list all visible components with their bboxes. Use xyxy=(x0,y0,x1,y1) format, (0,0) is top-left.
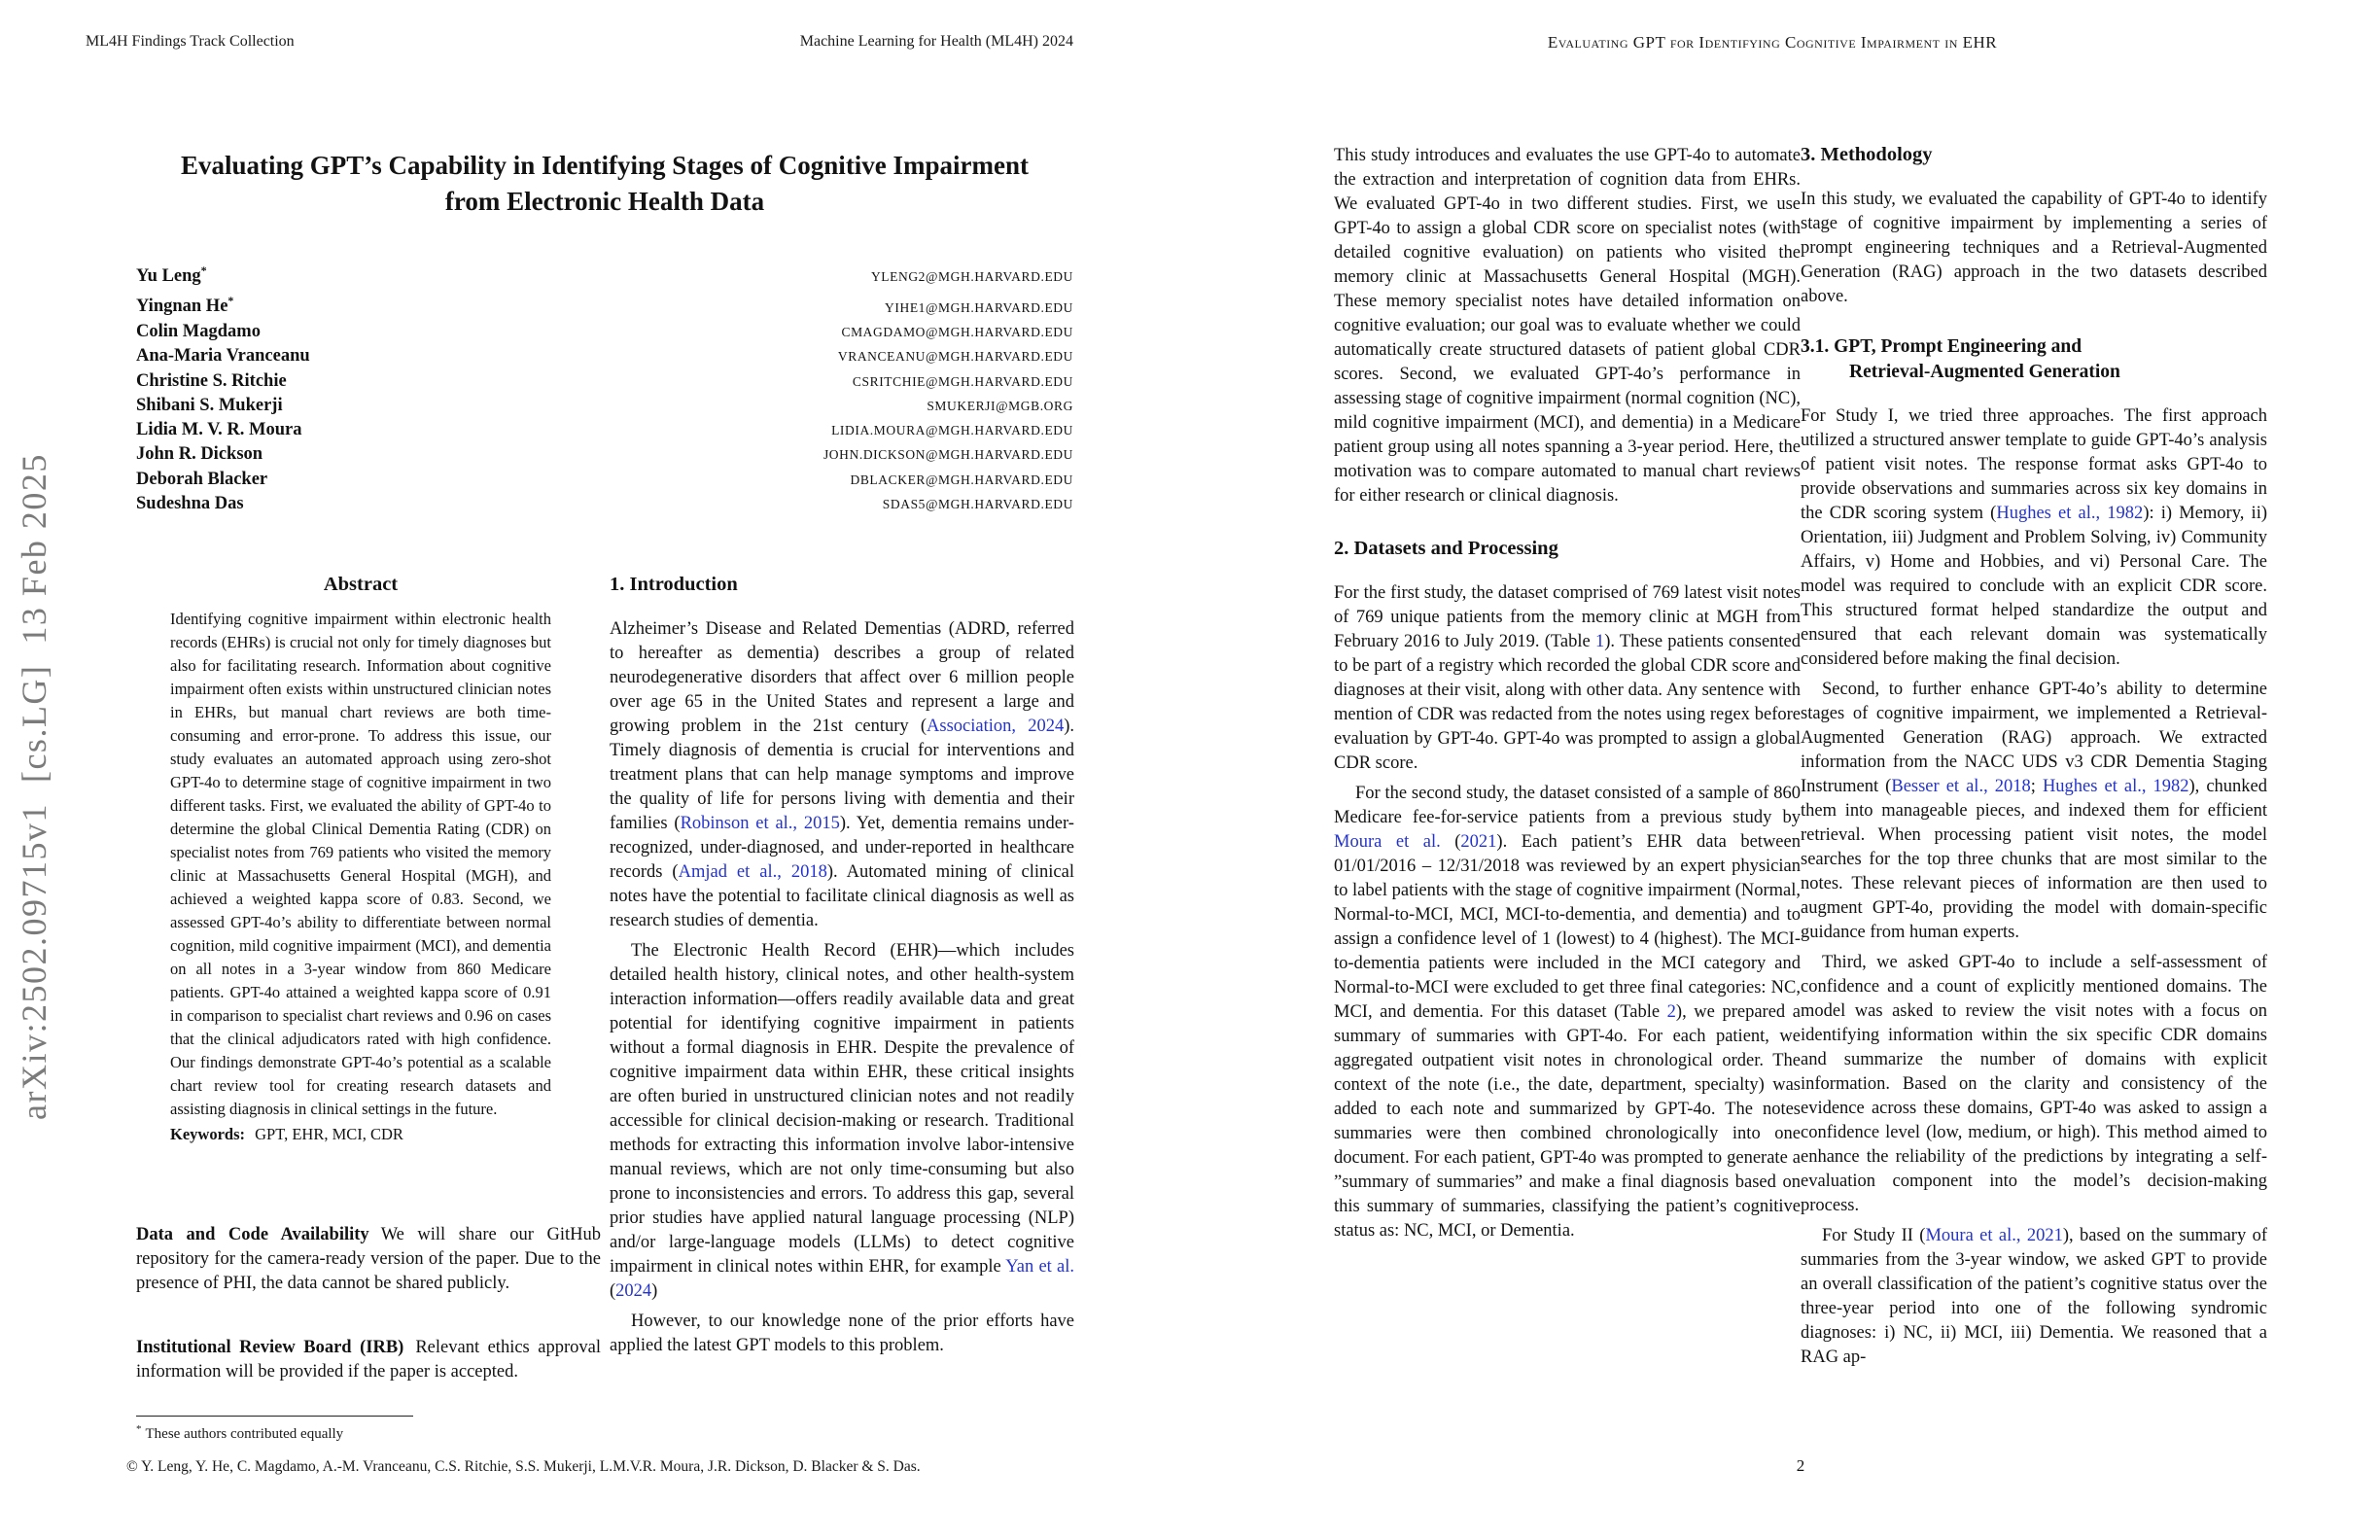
citation-link[interactable]: Association, 2024 xyxy=(927,717,1065,736)
section-3-1-heading xyxy=(1801,334,2267,385)
text-run: ; xyxy=(2030,777,2043,796)
citation-link[interactable]: Yan et al. xyxy=(1005,1257,1075,1277)
author-name: Yu Leng* xyxy=(136,263,207,287)
table-2-ref-link[interactable]: 2 xyxy=(1666,1002,1676,1022)
text-run: For Study II ( xyxy=(1822,1226,1926,1245)
equal-contribution-footnote xyxy=(136,1416,601,1443)
text-run: This study introduces and evaluates the use GPT-4o to automate the extraction and interpretation of cognition data from EHRs. We evaluated GPT-4o in two different studies. First, we use GPT-4o to assign a global CDR score on specialist notes (with detailed cognitive evaluation) on patients who visited the memory clinic at Massachusetts General Hospital (MGH). These memory specialist notes have detailed information on cognitive evaluation; our goal was to evaluate whether we could automatically create structured datasets of patient global CDR scores. Second, we evaluated GPT-4o’s performance in assessing stage of cognitive impairment (normal cognition (NC), mild cognitive impairment (MCI), and dementia) in a Medicare patient group using all notes spanning a 3-year period. Here, the motivation was to compare automated to manual chart reviews for either research or clinical diagnosis. xyxy=(1334,146,1801,506)
text-run: ). Timely diagnosis of dementia is crucial for interventions and treatment plans that can help manage symptoms and improve the quality of life for persons living with dementia and their families ( xyxy=(610,717,1074,833)
page2-running-title: Evaluating GPT for Identifying Cognitive Impairment in EHR xyxy=(1547,33,1998,52)
text-run: However, to our knowledge none of the prior efforts have applied the latest GPT models to this problem. xyxy=(610,1312,1074,1355)
section-2-heading: 2. Datasets and Processing xyxy=(1334,538,1558,559)
intro-paragraph xyxy=(610,617,1074,933)
citation-link[interactable]: Besser et al., 2018 xyxy=(1891,777,2031,796)
data-availability-paragraph xyxy=(136,1223,601,1296)
irb-paragraph xyxy=(136,1336,601,1384)
author-name: John R. Dickson xyxy=(136,444,263,465)
text-run: ( xyxy=(1440,832,1461,852)
text-run: For the first study, the dataset comprised of 769 latest visit notes of 769 unique patients from the memory clinic at MGH from February 2016 to July 2019. (Table xyxy=(1334,583,1801,651)
author-row xyxy=(136,468,1073,492)
copyright-line: © Y. Leng, Y. He, C. Magdamo, A.-M. Vranceanu, C.S. Ritchie, S.S. Mukerji, L.M.V.R. Moura, J.R. Dickson, D. Blacker & S. Das. xyxy=(126,1458,921,1475)
text-run: ). Each patient’s EHR data between 01/01/2016 – 12/31/2018 was reviewed by an expert physician to label patients with the stage of cognitive impairment (Normal, Normal-to-MCI, MCI, MCI-to-dementia, and dementia) and to assign a confidence level of 1 (lowest) to 4 (highest). The MCI-to-dementia patients were included in the MCI category and Normal-to-MCI were excluded to get three final categories: NC, MCI, and dementia. For this dataset (Table xyxy=(1334,832,1801,1022)
author-email: DBLACKER@MGH.HARVARD.EDU xyxy=(850,472,1073,487)
text-run: The Electronic Health Record (EHR)—which includes detailed health history, clinical notes, and other health-system interaction information—offers readily available data and great potential for identifying cognitive impairment in patients without a formal diagnosis in EHR. Despite the prevalence of cognitive impairment data within EHR, these critical insights are often buried in unstructured clinician notes and not readily accessible for clinical decision-making or research. Traditional methods for extracting this information involve labor-intensive manual reviews, which are not only time-consuming but also prone to inconsistencies and errors. To address this gap, several prior studies have applied natural language processing (NLP) and/or large-language models (LLMs) to detect cognitive impairment in clinical notes within EHR, for example xyxy=(610,941,1074,1277)
section-1-heading: 1. Introduction xyxy=(610,574,738,595)
keywords-label: Keywords: xyxy=(170,1125,245,1143)
section-3-heading: 3. Methodology xyxy=(1801,144,1933,165)
citation-link[interactable]: 2024 xyxy=(615,1281,652,1301)
author-name: Christine S. Ritchie xyxy=(136,370,287,391)
citation-link[interactable]: Moura et al., 2021 xyxy=(1925,1226,2063,1245)
datasets-paragraph xyxy=(1334,581,1801,776)
author-email: SMUKERJI@MGB.ORG xyxy=(927,398,1073,413)
datasets-paragraph xyxy=(1334,782,1801,1243)
author-name: Yingnan He* xyxy=(136,294,234,317)
text-run: ). Automated mining of clinical notes have the potential to facilitate clinical diagnosis as well as research studies of dementia. xyxy=(610,862,1074,930)
text-run: ): i) Memory, ii) Orientation, iii) Judgment and Problem Solving, iv) Community Affairs, v) Home and Hobbies, and vi) Personal Care. The model was required to conclude with an explicit CDR score. This structured format helped standardize the output and ensured that each relevant domain was systematically considered before making the final decision. xyxy=(1801,504,2267,669)
text-run: ) xyxy=(651,1281,658,1301)
author-row xyxy=(136,344,1073,368)
author-row xyxy=(136,369,1073,394)
author-row xyxy=(136,442,1073,467)
arxiv-watermark: arXiv:2502.09715v1 [cs.LG] 13 Feb 2025 xyxy=(15,453,53,1120)
author-row xyxy=(136,492,1073,516)
methodology-paragraph xyxy=(1801,678,2267,945)
author-email: JOHN.DICKSON@MGH.HARVARD.EDU xyxy=(822,447,1073,463)
text-run: Alzheimer’s Disease and Related Dementias (ADRD, referred to hereafter as dementia) describes a group of related neurodegenerative disorders that affect over 6 million people over age 65 in the United States and represent a large and growing problem in the 21st century ( xyxy=(610,619,1074,736)
methodology-paragraph xyxy=(1801,951,2267,1218)
intro-paragraph xyxy=(610,939,1074,1304)
methodology-paragraph xyxy=(1801,188,2267,309)
text-run: ( xyxy=(610,1281,616,1301)
citation-link[interactable]: 2021 xyxy=(1460,832,1497,852)
page-number: 2 xyxy=(1796,1456,1805,1475)
author-row xyxy=(136,289,1073,319)
data-availability-label: Data and Code Availability xyxy=(136,1225,369,1244)
introduction-column xyxy=(610,574,1074,1364)
author-name: Ana-Maria Vranceanu xyxy=(136,346,310,367)
data-availability-text: We will share our GitHub repository for the camera-ready version of the paper. Due to the presence of PHI, the data cannot be shared publicly. xyxy=(136,1225,601,1293)
text-run: Third, we asked GPT-4o to include a self-assessment of confidence and a count of explicitly mentioned domains. The model was asked to review the visit notes with a focus on identifying information within the six specific CDR domains and summarize the number of domains with explicit information. Based on the clarity and consistency of the evidence across these domains, GPT-4o was asked to assign a confidence level (low, medium, or high). This method aimed to enhance the reliability of the predictions by integrating a self-evaluation component into the model’s decision-making process. xyxy=(1801,953,2267,1215)
author-name: Lidia M. V. R. Moura xyxy=(136,420,302,440)
page1-header-left: ML4H Findings Track Collection xyxy=(86,33,295,50)
abstract-section xyxy=(170,574,551,1146)
page2-column-2 xyxy=(1801,144,2267,1376)
author-email: SDAS5@MGH.HARVARD.EDU xyxy=(882,496,1073,511)
author-email: CMAGDAMO@MGH.HARVARD.EDU xyxy=(841,324,1073,339)
footnote-rule xyxy=(136,1416,413,1417)
citation-link[interactable]: Amjad et al., 2018 xyxy=(678,862,827,882)
section-3-1-heading-line1: 3.1. GPT, Prompt Engineering and xyxy=(1801,336,2082,357)
study-overview-paragraph xyxy=(1334,144,1801,508)
text-run: ). These patients consented to be part of a registry which recorded the global CDR score and diagnoses at their visit, along with other data. Any sentence with mention of CDR was redacted from the notes using regex before evaluation by GPT-4o. GPT-4o was prompted to assign a global CDR score. xyxy=(1334,632,1802,773)
citation-link[interactable]: Robinson et al., 2015 xyxy=(680,814,840,833)
paper-title-text: Evaluating GPT’s Capability in Identifying Stages of Cognitive Impairment from Electronic Health Data xyxy=(180,151,1030,216)
methodology-paragraph xyxy=(1801,404,2267,672)
author-list xyxy=(136,259,1073,516)
author-name: Shibani S. Mukerji xyxy=(136,395,283,415)
author-email: CSRITCHIE@MGH.HARVARD.EDU xyxy=(852,373,1073,389)
paper-title xyxy=(136,148,1073,220)
page1-header-right: Machine Learning for Health (ML4H) 2024 xyxy=(799,33,1073,50)
page2-column-1 xyxy=(1334,144,1801,1249)
section-3-1-heading-line2: Retrieval-Augmented Generation xyxy=(1849,362,2120,382)
text-run: ), chunked them into manageable pieces, and indexed them for efficient retrieval. When processing patient visit notes, the model searches for the top three chunks that are most similar to the notes. These relevant pieces of information are then used to augment GPT-4o, providing the model with domain-specific guidance from human experts. xyxy=(1801,777,2268,942)
author-email: VRANCEANU@MGH.HARVARD.EDU xyxy=(837,349,1073,365)
irb-text: Relevant ethics approval information will be provided if the paper is accepted. xyxy=(136,1338,601,1382)
author-email: LIDIA.MOURA@MGH.HARVARD.EDU xyxy=(831,423,1073,438)
equal-contribution-star: * xyxy=(200,263,207,277)
text-run: Second, to further enhance GPT-4o’s ability to determine stages of cognitive impairment, we implemented a Retrieval-Augmented Generation (RAG) approach. We extracted information from the NACC UDS v3 CDR Dementia Staging Instrument ( xyxy=(1801,680,2267,796)
text-run: For the second study, the dataset consisted of a sample of 860 Medicare fee-for-service patients from a previous study by xyxy=(1334,784,1801,827)
author-email: YIHE1@MGH.HARVARD.EDU xyxy=(885,299,1073,315)
text-run: ), based on the summary of summaries from the 3-year window, we asked GPT to provide an overall classification of the patient’s cognitive status over the three-year period into one of the following syndromic diagnoses: i) NC, ii) MCI, iii) Dementia. We reasoned that a RAG ap- xyxy=(1801,1226,2267,1367)
text-run: In this study, we evaluated the capability of GPT-4o to identify stage of cognitive impairment by implementing a series of prompt engineering techniques and a Retrieval-Augmented Generation (RAG) approach in the two datasets described above. xyxy=(1801,190,2267,306)
author-row xyxy=(136,394,1073,418)
text-run: ), we prepared a summary of summaries with GPT-4o. For each patient, we aggregated outpatient visit notes in chronological order. The context of the note (i.e., the date, department, specialty) was added to each note and summarized by GPT-4o. The notes summaries were then combined chronologically into one document. For each patient, GPT-4o was prompted to generate a ”summary of summaries” and make a final diagnosis based on this summary of summaries, classifying the patient’s cognitive status as: NC, MCI, or Dementia. xyxy=(1334,1002,1801,1241)
author-row xyxy=(136,418,1073,442)
author-name: Sudeshna Das xyxy=(136,493,244,513)
intro-paragraph xyxy=(610,1310,1074,1358)
text-run: ). Yet, dementia remains under-recognized, under-diagnosed, and under-reported in healthcare records ( xyxy=(610,814,1074,882)
methodology-paragraph xyxy=(1801,1224,2267,1370)
footnote-marker: * xyxy=(136,1423,142,1435)
citation-link[interactable]: Hughes et al., 1982 xyxy=(2042,777,2189,796)
text-run: For Study I, we tried three approaches. The first approach utilized a structured answer template to guide GPT-4o’s analysis of patient visit notes. The response format asks GPT-4o to provide observations and summaries across six key domains in the CDR scoring system ( xyxy=(1801,406,2267,523)
abstract-text: Identifying cognitive impairment within electronic health records (EHRs) is crucial not only for timely diagnoses but also for facilitating research. Information about cognitive impairment often exists within unstructured clinician notes in EHRs, but manual chart reviews are both time-consuming and error-prone. To address this issue, our study evaluates an automated approach using zero-shot GPT-4o to determine stage of cognitive impairment in two different tasks. First, we evaluated the ability of GPT-4o to determine the global Clinical Dementia Rating (CDR) on specialist notes from 769 patients who visited the memory clinic at Massachusetts General Hospital (MGH), and achieved a weighted kappa score of 0.83. Second, we assessed GPT-4o’s ability to differentiate between normal cognition, mild cognitive impairment (MCI), and dementia on all notes in a 3-year window from 860 Medicare patients. GPT-4o attained a weighted kappa score of 0.91 in comparison to specialist chart reviews and 0.96 on cases that the clinical adjudicators rated with high confidence. Our findings demonstrate GPT-4o’s potential as a scalable chart review tool for creating research datasets and assisting diagnosis in clinical settings in the future. xyxy=(170,610,551,1118)
abstract-heading: Abstract xyxy=(323,574,399,595)
author-name: Colin Magdamo xyxy=(136,321,261,341)
author-email: YLENG2@MGH.HARVARD.EDU xyxy=(870,269,1073,285)
citation-link[interactable]: Hughes et al., 1982 xyxy=(1996,504,2144,523)
author-name: Deborah Blacker xyxy=(136,469,268,489)
author-row xyxy=(136,259,1073,289)
keywords-text: GPT, EHR, MCI, CDR xyxy=(251,1125,403,1143)
citation-link[interactable]: Moura et al. xyxy=(1334,832,1441,852)
equal-contribution-star: * xyxy=(228,294,234,308)
table-1-ref-link[interactable]: 1 xyxy=(1594,632,1605,651)
author-row xyxy=(136,320,1073,344)
keywords-line xyxy=(170,1123,551,1146)
footnote-text: These authors contributed equally xyxy=(145,1426,344,1442)
irb-label: Institutional Review Board (IRB) xyxy=(136,1338,404,1357)
